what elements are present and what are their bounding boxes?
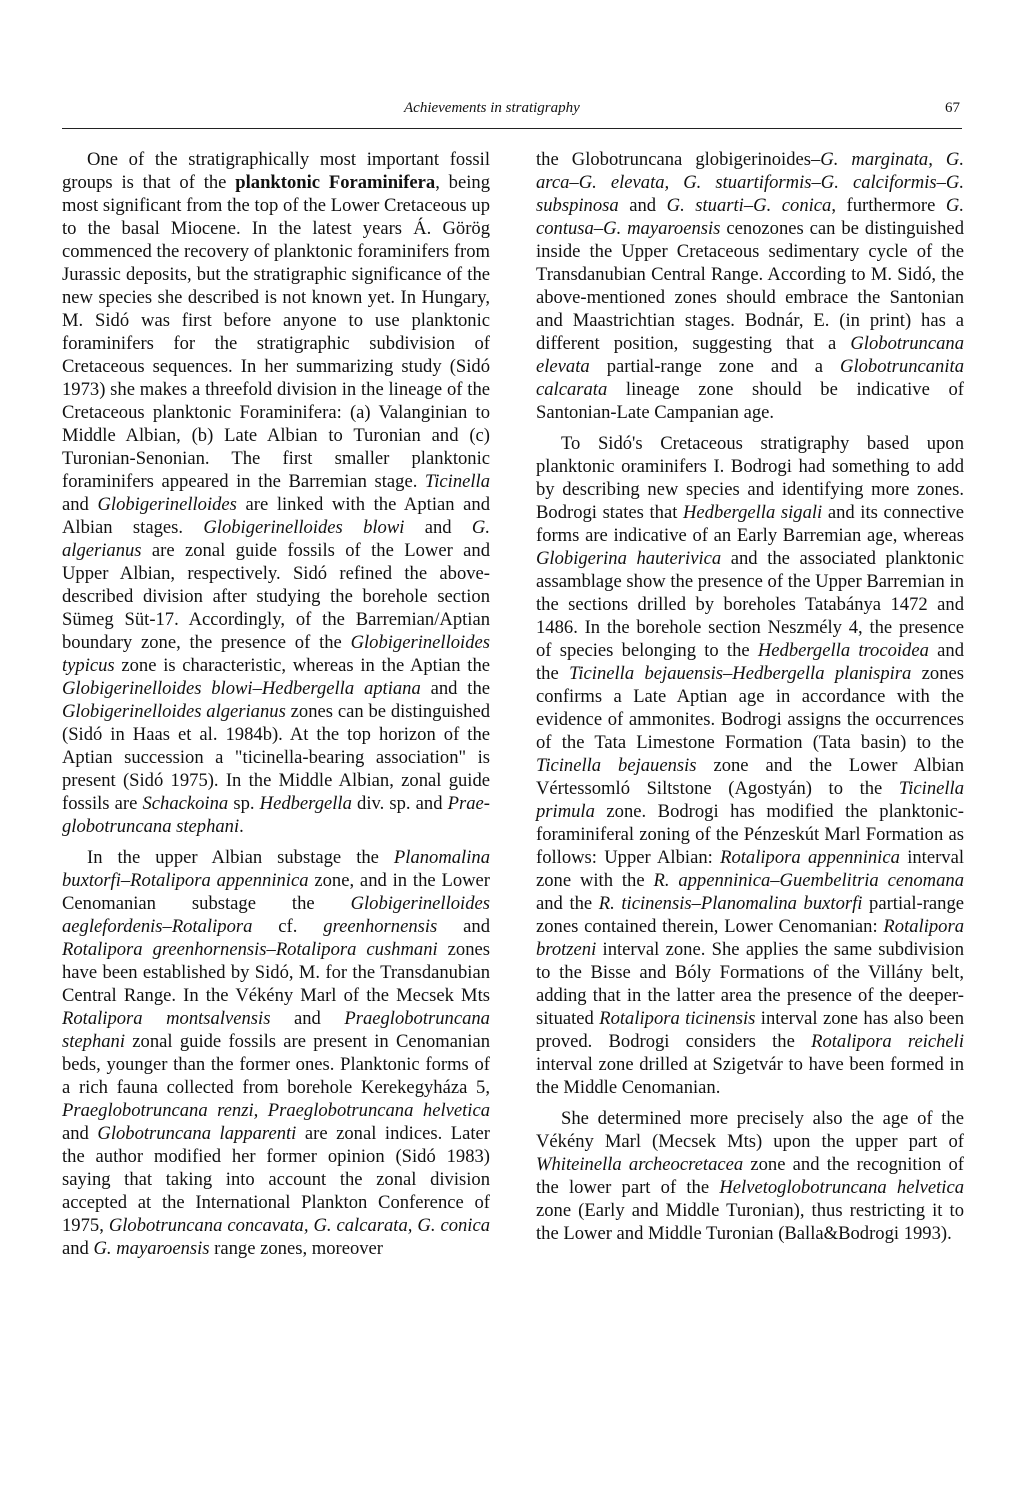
- paragraph: She determined more precisely also the age of the Vékény Marl (Mecsek Mts) upon the upper part of Whiteinella archeocretacea zone and the recognition of the lower part of the Helvetoglobotruncana helvetica zone (Early and Middle Turonian), thus restricting it to the Lower and Middle Turonian (Balla&Bodrogi 1993).: [536, 1108, 965, 1244]
- running-header: [62, 100, 962, 124]
- page-number: 67: [945, 100, 960, 116]
- paragraph: the Globotruncana globigerinoides–G. marginata, G. arca–G. elevata, G. stuartiformis–G. calciformis–G. subspinosa and G. stuarti–G. conica, furthermore G. contusa–G. mayaroensis cenozones can be distinguished inside the Upper Cretaceous sedimentary cycle of the Transdanubian Central Range. According to M. Sidó, the above-mentioned zones should embrace the Santonian and Maastrichtian stages. Bodnár, E. (in print) has a different position, suggesting that a Globotruncana elevata partial-range zone and a Globotruncanita calcarata lineage zone should be indicative of Santonian-Late Campanian age.: [536, 149, 964, 423]
- left-column: [62, 148, 490, 1268]
- running-title: Achievements in stratigraphy: [404, 100, 580, 116]
- header-rule: [62, 128, 962, 129]
- right-column: [536, 148, 964, 1253]
- paragraph: To Sidó's Cretaceous stratigraphy based upon planktonic oraminifers I. Bodrogi had something to add by describing new species and identifying more zones. Bodrogi states that Hedbergella sigali and its connective forms are indicative of an Early Barremian age, whereas Globigerina hauterivica and the associated planktonic assamblage show the presence of the Upper Barremian in the sections drilled by boreholes Tatabánya 1472 and 1486. In the borehole section Neszmély 4, the presence of species belonging to the Hedbergella trocoidea and the Ticinella bejauensis–Hedbergella planispira zones confirms a Late Aptian age in accordance with the evidence of ammonites. Bodrogi assigns the occurrences of the Tata Limestone Formation (Tata basin) to the Ticinella bejauensis zone and the Lower Albian Vértessomló Siltstone (Agostyán) to the Ticinella primula zone. Bodrogi has modified the planktonic-foraminiferal zoning of the Pénzeskút Marl Formation as follows: Upper Albian: Rotalipora appenninica interval zone with the R. appenninica–Guembelitria cenomana and the R. ticinensis–Planomalina buxtorfi partial-range zones contained therein, Lower Cenomanian: Rotalipora brotzeni interval zone. She applies the same subdivision to the Bisse and Bóly Formations of the Villány belt, adding that in the latter area the presence of the deeper-situated Rotalipora ticinensis interval zone has also been proved. Bodrogi considers the Rotalipora reicheli interval zone drilled at Szigetvár to have been formed in the Middle Cenomanian.: [536, 433, 965, 1098]
- paragraph: In the upper Albian substage the Planomalina buxtorfi–Rotalipora appenninica zone, and in the Lower Cenomanian substage the Globigerinelloides aeglefordenis–Rotalipora cf. greenhornensis and Rotalipora greenhornensis–Rotalipora cushmani zones have been established by Sidó, M. for the Transdanubian Central Range. In the Vékény Marl of the Mecsek Mts Rotalipora montsalvensis and Praeglobotruncana stephani zonal guide fossils are present in Cenomanian beds, younger than the former ones. Planktonic forms of a rich fauna collected from borehole Kerekegyháza 5, Praeglobotruncana renzi, Praeglobotruncana helvetica and Globotruncana lapparenti are zonal indices. Later the author modified her former opinion (Sidó 1983) saying that taking into account the zonal division accepted at the International Plankton Conference of 1975, Globotruncana concavata, G. calcarata, G. conica and G. mayaroensis range zones, moreover: [62, 847, 491, 1259]
- paragraph: One of the stratigraphically most important fossil groups is that of the planktonic Foraminifera, being most significant from the top of the Lower Cretaceous up to the basal Miocene. In the latest years Á. Görög commenced the recovery of planktonic foraminifers from Jurassic deposits, but the stratigraphic significance of the new species she described is not known yet. In Hungary, M. Sidó was first before anyone to use planktonic foraminifers for the stratigraphic subdivision of Cretaceous sequences. In her summarizing study (Sidó 1973) she makes a threefold division in the lineage of the Cretaceous planktonic Foraminifera: (a) Valanginian to Middle Albian, (b) Late Albian to Turonian and (c) Turonian-Senonian. The first smaller planktonic foraminifers appeared in the Barremian stage. Ticinella and Globigerinelloides are linked with the Aptian and Albian stages. Globigerinelloides blowi and G. algerianus are zonal guide fossils of the Lower and Upper Albian, respectively. Sidó refined the above-described division after studying the borehole section Sümeg Süt-17. Accordingly, of the Barremian/Aptian boundary zone, the presence of the Globigerinelloides typicus zone is characteristic, whereas in the Aptian the Globigerinelloides blowi–Hedbergella aptiana and the Globigerinelloides algerianus zones can be distinguished (Sidó in Haas et al. 1984b). At the top horizon of the Aptian succession a "ticinella-bearing association" is present (Sidó 1975). In the Middle Albian, zonal guide fossils are Schackoina sp. Hedbergella div. sp. and Praeglobotruncana stephani.: [62, 149, 491, 837]
